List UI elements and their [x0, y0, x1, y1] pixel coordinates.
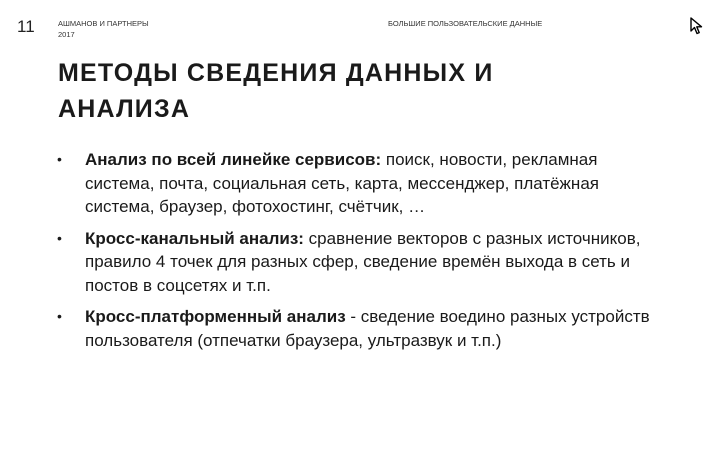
- header-topic: БОЛЬШИЕ ПОЛЬЗОВАТЕЛЬСКИЕ ДАННЫЕ: [388, 19, 543, 28]
- bullet-item-services: [55, 148, 655, 219]
- bullet-list: [55, 148, 655, 352]
- bullet-body-text: - сведение воедино разных устройств пользователя (отпечатки браузера, ультразвук и т.п.): [85, 307, 650, 350]
- bullet-body-text: поиск, новости, рекламная система, почта, социальная сеть, карта, мессенджер, платёжная система, браузер, фотохостинг, счётчик, …: [85, 150, 599, 216]
- bullet-lead-text: Кросс-канальный анализ:: [85, 228, 304, 248]
- header-company-name: АШМАНОВ И ПАРТНЕРЫ: [58, 19, 149, 28]
- page-title-line-2: АНАЛИЗА: [58, 95, 191, 123]
- bullet-marker: •: [57, 151, 62, 167]
- page-title: [58, 55, 678, 127]
- bullet-marker: •: [57, 308, 62, 324]
- bullet-item-cross-platform: [55, 305, 655, 352]
- header-company: [58, 18, 149, 40]
- bullet-body-text: сравнение векторов с разных источников, правило 4 точек для разных сфер, сведение времён выхода в сеть и постов в соцсетях и т.п.: [85, 228, 641, 295]
- slide-number: 11: [17, 17, 35, 36]
- mouse-pointer-icon: [690, 17, 704, 35]
- bullet-lead-text: Кросс-платформенный анализ: [85, 307, 346, 326]
- page-title-line-1: МЕТОДЫ СВЕДЕНИЯ ДАННЫХ И: [58, 59, 494, 87]
- bullet-item-cross-channel: [55, 227, 655, 298]
- header-year: 2017: [58, 30, 75, 39]
- bullet-lead-text: Анализ по всей линейке сервисов:: [85, 150, 382, 169]
- bullet-marker: •: [57, 229, 62, 246]
